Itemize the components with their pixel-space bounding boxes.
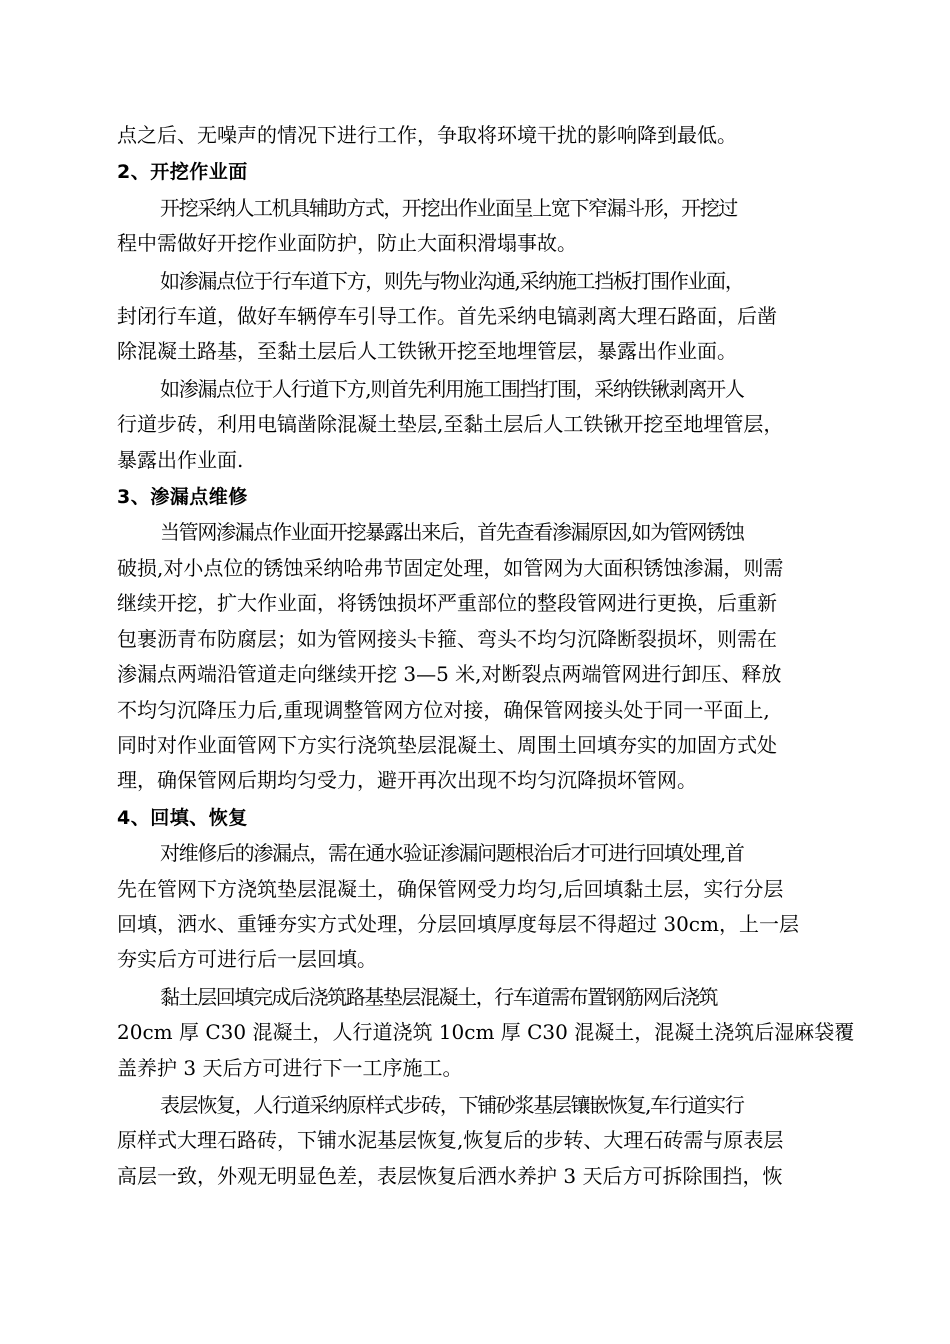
paragraph bbox=[117, 372, 862, 478]
paragraph-line: 盖养护 3 天后方可进行下一工序施工。 bbox=[117, 1055, 463, 1080]
paragraph bbox=[117, 264, 862, 370]
paragraph-line: 先在管网下方浇筑垫层混凝土，确保管网受力均匀,后回填黏土层，实行分层 bbox=[117, 876, 784, 901]
paragraph bbox=[117, 836, 862, 978]
paragraph-line: 回填，洒水、重锤夯实方式处理，分层回填厚度每层不得超过 30cm，上一层 bbox=[117, 911, 799, 936]
section-heading: 4、回填、恢复 bbox=[117, 806, 248, 829]
paragraph-line: 如渗漏点位于人行道下方,则首先利用施工围挡打围，采纳铁锹剥离开人 bbox=[160, 376, 744, 401]
paragraph-line: 渗漏点两端沿管道走向继续开挖 3—5 米,对断裂点两端管网进行卸压、释放 bbox=[117, 662, 782, 687]
paragraph-line: 高层一致，外观无明显色差，表层恢复后洒水养护 3 天后方可拆除围挡，恢 bbox=[117, 1163, 783, 1188]
paragraph-line: 除混凝土路基，至黏土层后人工铁锹开挖至地埋管层，暴露出作业面。 bbox=[117, 339, 737, 364]
paragraph-line: 同时对作业面管网下方实行浇筑垫层混凝土、周围土回填夯实的加固方式处 bbox=[117, 732, 777, 757]
section-heading: 2、开挖作业面 bbox=[117, 161, 248, 184]
paragraph-line: 20cm 厚 C30 混凝土，人行道浇筑 10cm 厚 C30 混凝土，混凝土浇筑后湿麻袋覆 bbox=[117, 1020, 855, 1045]
paragraph-line: 夯实后方可进行后一层回填。 bbox=[117, 947, 377, 972]
paragraph bbox=[117, 118, 862, 153]
paragraph-line: 包裹沥青布防腐层；如为管网接头卡箍、弯头不均匀沉降断裂损坏，则需在 bbox=[117, 626, 777, 651]
paragraph-line: 对维修后的渗漏点，需在通水验证渗漏问题根治后才可进行回填处理,首 bbox=[160, 841, 744, 866]
paragraph-line: 理，确保管网后期均匀受力，避开再次出现不均匀沉降损坏管网。 bbox=[117, 768, 697, 793]
paragraph-line: 表层恢复，人行道采纳原样式步砖，下铺砂浆基层镶嵌恢复,车行道实行 bbox=[160, 1092, 744, 1117]
paragraph-line: 封闭行车道，做好车辆停车引导工作。首先采纳电镐剥离大理石路面，后凿 bbox=[117, 304, 777, 329]
paragraph-line: 原样式大理石路砖，下铺水泥基层恢复,恢复后的步转、大理石砖需与原表层 bbox=[117, 1128, 784, 1153]
paragraph-line: 继续开挖，扩大作业面，将锈蚀损坏严重部位的整段管网进行更换，后重新 bbox=[117, 591, 777, 616]
paragraph bbox=[117, 980, 862, 1086]
paragraph bbox=[117, 191, 862, 262]
paragraph-line: 程中需做好开挖作业面防护，防止大面积滑塌事故。 bbox=[117, 231, 577, 256]
paragraph-line: 破损,对小点位的锈蚀采纳哈弗节固定处理，如管网为大面积锈蚀渗漏，则需 bbox=[117, 555, 784, 580]
document-body bbox=[117, 118, 862, 1196]
paragraph-line: 开挖采纳人工机具辅助方式，开挖出作业面呈上宽下窄漏斗形，开挖过 bbox=[160, 195, 737, 220]
paragraph-line: 不均匀沉降压力后,重现调整管网方位对接，确保管网接头处于同一平面上, bbox=[117, 697, 770, 722]
paragraph-line: 行道步砖，利用电镐凿除混凝土垫层,至黏土层后人工铁锹开挖至地埋管层， bbox=[117, 412, 784, 437]
paragraph-line: 暴露出作业面. bbox=[117, 447, 244, 472]
paragraph-line: 当管网渗漏点作业面开挖暴露出来后，首先查看渗漏原因,如为管网锈蚀 bbox=[160, 520, 744, 545]
section-heading: 3、渗漏点维修 bbox=[117, 486, 248, 509]
paragraph-line: 黏土层回填完成后浇筑路基垫层混凝土，行车道需布置钢筋网后浇筑 bbox=[160, 984, 718, 1009]
paragraph bbox=[117, 515, 862, 798]
paragraph-line: 如渗漏点位于行车道下方，则先与物业沟通,采纳施工挡板打围作业面， bbox=[160, 268, 744, 293]
paragraph bbox=[117, 1088, 862, 1194]
paragraph-line: 点之后、无噪声的情况下进行工作，争取将环境干扰的影响降到最低。 bbox=[117, 123, 737, 147]
